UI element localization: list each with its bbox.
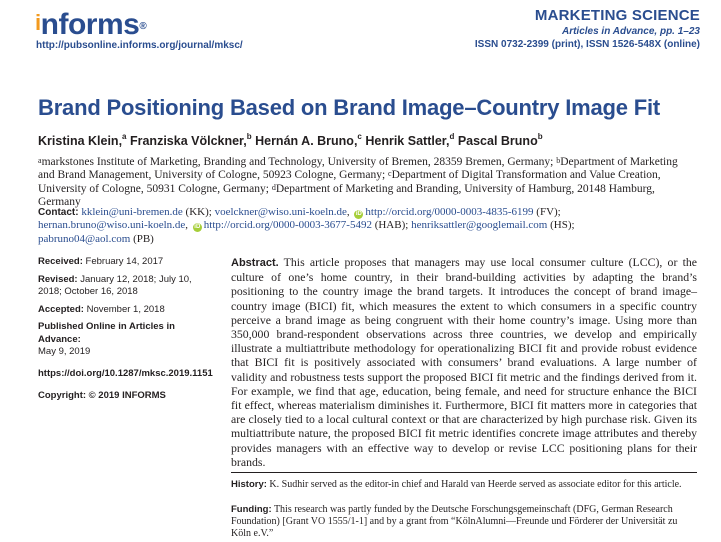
orcid-icon: iD xyxy=(355,211,362,217)
orcid-link-fv[interactable]: http://orcid.org/0000-0003-4835-6199 xyxy=(365,206,534,218)
accepted-label: Accepted: xyxy=(38,303,84,315)
copyright: Copyright: © 2019 INFORMS xyxy=(38,390,166,402)
author-name: Hernán A. Bruno, xyxy=(255,134,358,148)
funding-note xyxy=(231,504,697,541)
affiliation-text: markstones Institute of Marketing, Branding and Technology, University of Bremen, 28359 Bremen, Germany; xyxy=(41,156,557,168)
funding-text: This research was partly funded by the Deutsche Forschungsgemeinschaft (DFG, German Research Foundation) [Grant VO 1555/1-1] and by a grant from “KölnAlumni—Freunde und Förderer der Universität zu Köln e.V.” xyxy=(231,504,678,540)
email-link-pb[interactable]: pabruno04@aol.com xyxy=(38,232,131,245)
funding-label: Funding: xyxy=(231,504,272,515)
contact-tag: (PB) xyxy=(130,232,154,245)
logo-registered: ® xyxy=(139,21,147,32)
issue-line: Articles in Advance, pp. 1–23 xyxy=(561,26,700,37)
email-link-fv[interactable]: voelckner@wiso.uni-koeln.de xyxy=(214,206,347,218)
author-affil-sup: c xyxy=(357,132,362,141)
section-divider xyxy=(231,472,697,473)
affil-sup: d xyxy=(271,182,276,192)
history-note xyxy=(231,479,697,491)
email-link-hs[interactable]: henriksattler@googlemail.com xyxy=(411,219,548,232)
revised-dates: January 12, 2018; July 10, 2018; October 16, 2018 xyxy=(38,273,192,297)
history-text: K. Sudhir served as the editor-in chief and Harald van Heerde served as associate editor for this article. xyxy=(266,479,682,490)
author-name: Pascal Bruno xyxy=(457,134,538,148)
issn-line: ISSN 0732-2399 (print), ISSN 1526-548X (online) xyxy=(474,39,700,50)
contact-tag: (HAB); xyxy=(371,219,412,232)
journal-name: MARKETING SCIENCE xyxy=(534,7,700,24)
affiliations xyxy=(38,156,688,210)
email-link-kk[interactable]: kklein@uni-bremen.de xyxy=(81,206,183,218)
author-name: Henrik Sattler, xyxy=(365,134,450,148)
affil-sup: a xyxy=(38,156,42,165)
article-title: Brand Positioning Based on Brand Image–Country Image Fit xyxy=(38,95,660,120)
abstract-label: Abstract. xyxy=(231,257,279,269)
affiliation-text: Department of Digital Transformation and Value Creation, University of Cologne, 50931 Cologne, Germany; xyxy=(38,169,661,195)
received-date: February 14, 2017 xyxy=(82,256,164,267)
published-label: Published Online in Articles in Advance: xyxy=(38,321,175,345)
orcid-icon: iD xyxy=(194,224,201,231)
contact-tag: (KK); xyxy=(182,206,215,218)
informs-logo[interactable] xyxy=(35,8,146,44)
contact-tag: (FV); xyxy=(533,206,561,218)
affil-sup: b xyxy=(556,156,561,165)
history-label: History: xyxy=(231,479,267,490)
logo-text: nforms xyxy=(40,8,140,41)
contact-tag: (HS); xyxy=(547,219,575,232)
author-list xyxy=(38,134,543,148)
author-affil-sup: b xyxy=(537,132,543,141)
author-affil-sup: b xyxy=(246,132,252,141)
journal-info xyxy=(475,6,700,51)
article-metadata xyxy=(38,256,218,408)
author-name: Kristina Klein, xyxy=(38,134,123,148)
contact-label: Contact: xyxy=(38,207,79,218)
author-affil-sup: d xyxy=(449,132,455,141)
revised-label: Revised: xyxy=(38,273,78,285)
email-link-hab[interactable]: hernan.bruno@wiso.uni-koeln.de xyxy=(38,219,186,232)
orcid-link-hab[interactable]: http://orcid.org/0000-0003-3677-5492 xyxy=(203,219,372,232)
logo-mark: i xyxy=(35,10,41,35)
author-name: Franziska Völckner, xyxy=(129,134,247,148)
abstract xyxy=(231,255,697,469)
affiliation-text: Department of Marketing and Brand Management, University of Cologne, 50923 Cologne, Germany; xyxy=(38,156,678,182)
accepted-date: November 1, 2018 xyxy=(83,303,165,315)
affil-sup: c xyxy=(388,169,392,179)
abstract-text: This article proposes that managers may use local consumer culture (LCC), or the culture of one’s home country, in their brand-building activities by adapting the brand’s positioning to the country image the brand targets. It introduces the concept of brand image–country image (BICI) fit, which measures the extent to which consumers in a specific country perceive a brand image as being congruent with their home country’s image. Using more than 350,000 brand-respondent observations across three countries, we develop and empirically illustrate a multiattribute methodology for operationalizing BICI fit and provide robust evidence that BICI fit is positively associated with consumers’ brand evaluations. A large number of validity and robustness tests support the proposed BICI fit metric and the findings derived from it. For example, we find that age, education, being female, and need for structure enhance the BICI fit effect, whereas materialism diminishes it. Furthermore, BICI fit matters more in categories that are closely tied to a local cultural context or that are characterized by high purchase risk. Given its multiattribute nature, the proposed BICI fit metric identifies concrete image attributes and thereby provides managers with an effective way to develop or revise LCC positioning plans for their brands. xyxy=(231,255,697,469)
received-label: Received: xyxy=(38,256,83,267)
affiliation-text: Department of Marketing and Branding, University of Hamburg, 20148 Hamburg, Germany xyxy=(38,182,655,209)
journal-url-link[interactable]: http://pubsonline.informs.org/journal/mksc/ xyxy=(36,40,243,51)
contact-block: Contact: kklein@uni-bremen.de (KK); voelckner@wiso.uni-koeln.de, iD http://orcid.org/0000-0003-4835-6199 (FV); hernan.bruno@wiso.uni-koeln.de, iD http://orcid.org/0000-0003-3677-5492 (HAB); henriksattler@googlemail.com (HS); pabruno04@aol.com (PB) xyxy=(38,206,575,245)
author-affil-sup: a xyxy=(122,132,127,141)
published-date: May 9, 2019 xyxy=(38,345,91,357)
doi-link[interactable]: https://doi.org/10.1287/mksc.2019.1151 xyxy=(38,367,213,379)
